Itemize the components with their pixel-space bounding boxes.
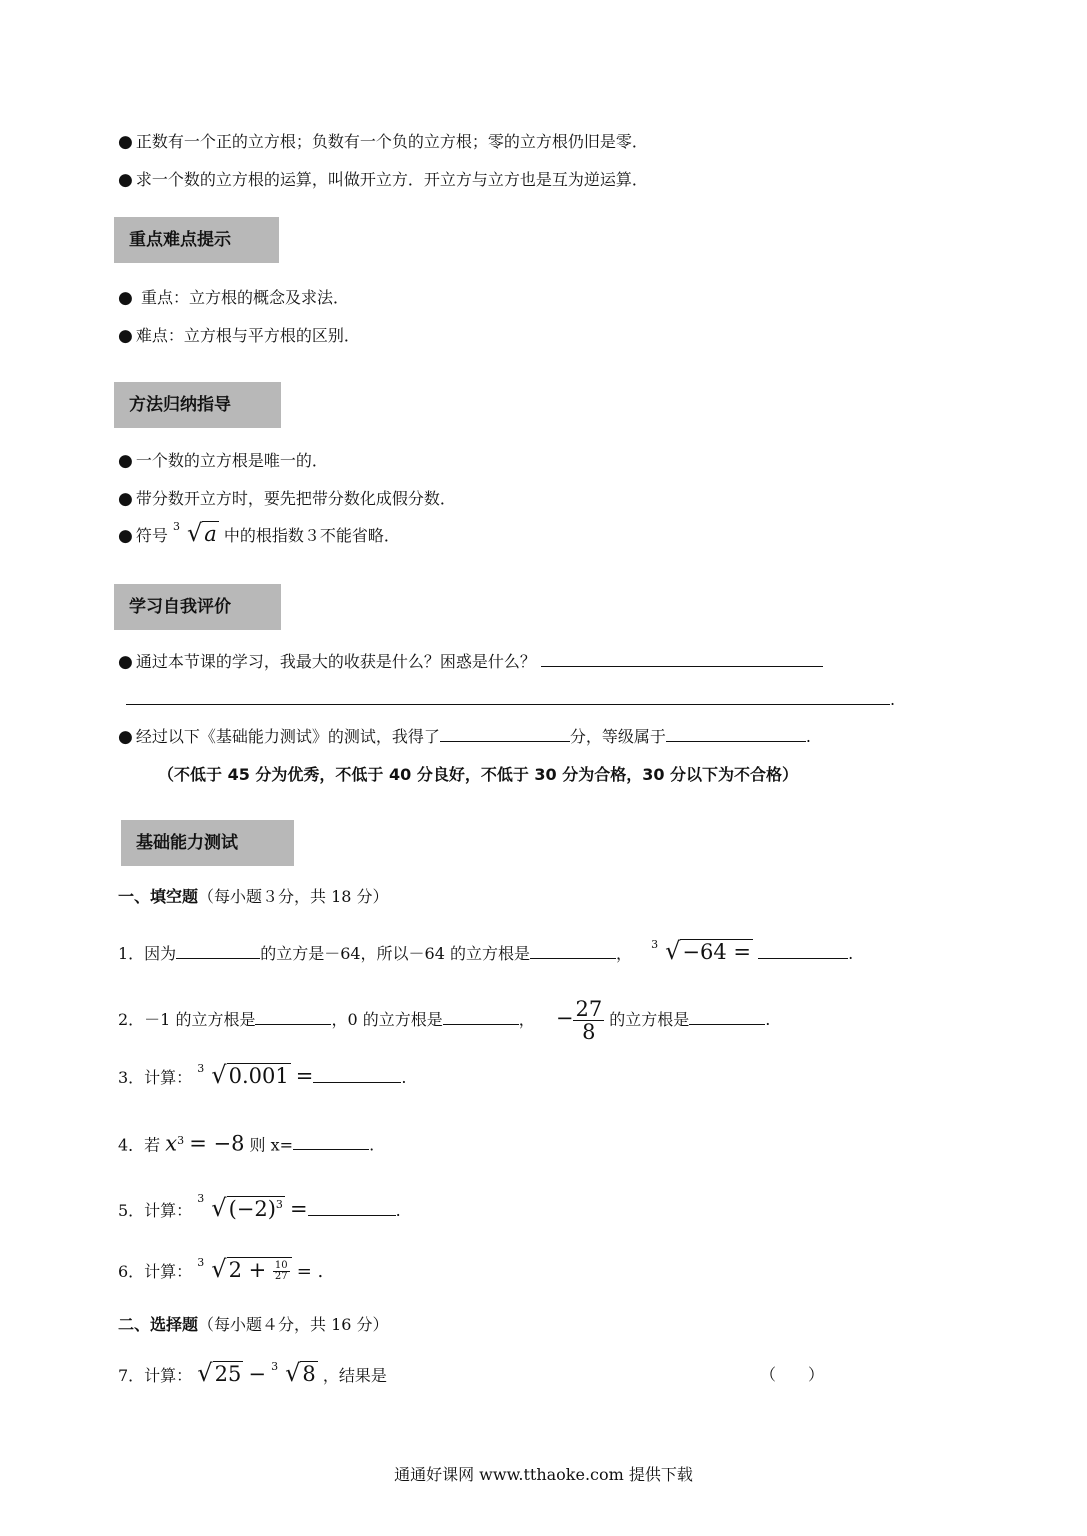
answer-blank[interactable] bbox=[293, 1133, 369, 1150]
page-footer: 通通好课网 www.tthaoke.com 提供下载 bbox=[394, 1465, 693, 1484]
bullet-icon: ● bbox=[118, 288, 133, 308]
line-end-period: . bbox=[890, 690, 896, 709]
bullet-icon: ● bbox=[118, 451, 133, 471]
part1-heading: 一、填空题（每小题３分，共 18 分） bbox=[118, 887, 389, 906]
method-item-2: ● 带分数开立方时，要先把带分数化成假分数． bbox=[118, 489, 456, 509]
score-blank[interactable] bbox=[440, 725, 570, 742]
method-item-3: ● 符号 3 √a 中的根指数３不能省略． bbox=[118, 519, 400, 547]
cube-root-8: 3 √8 bbox=[271, 1359, 316, 1387]
fraction-27-8: $\frac{27}{8}$ bbox=[575, 997, 603, 1044]
grade-blank[interactable] bbox=[666, 725, 806, 742]
question-5: 5．计算： 3 $√(-2)^3$ = . bbox=[118, 1192, 401, 1222]
cube-root-mixed-number: 3 √2 + $\frac{10}{27}$ bbox=[197, 1258, 291, 1282]
question-6: 6．计算： 3 √2 + $\frac{10}{27}$ = . bbox=[118, 1255, 324, 1283]
answer-blank[interactable] bbox=[541, 650, 823, 667]
keypoint-item-2: ● 难点：立方根与平方根的区别． bbox=[118, 326, 360, 346]
method-item-1: ● 一个数的立方根是唯一的． bbox=[118, 451, 328, 471]
section-heading-test: 基础能力测试 bbox=[121, 820, 294, 866]
question-2: 2．－1 的立方根是 ，0 的立方根是 ， − $\frac{27}{8}$ 的立方根是 . bbox=[118, 997, 771, 1044]
answer-blank[interactable] bbox=[308, 1199, 396, 1216]
keypoint-item-1: ● 重点：立方根的概念及求法． bbox=[118, 288, 349, 308]
question-4: 4．若 $x^3 = -8$ 则 x= . bbox=[118, 1131, 375, 1156]
bullet-icon: ● bbox=[118, 326, 133, 346]
bullet-icon: ● bbox=[118, 489, 133, 509]
answer-blank[interactable] bbox=[176, 942, 260, 959]
question-1: 1．因为 的立方是－64，所以－64 的立方根是 ， 3 √−64 = . bbox=[118, 937, 854, 965]
cube-root-0001: 3 √0.001 bbox=[197, 1061, 289, 1089]
radical-icon: √ bbox=[197, 1359, 213, 1387]
part2-heading: 二、选择题（每小题４分，共 16 分） bbox=[118, 1315, 389, 1334]
section-heading-method: 方法归纳指导 bbox=[114, 382, 281, 428]
self-eval-q1: ● 通过本节课的学习，我最大的收获是什么？困惑是什么？ bbox=[118, 650, 823, 673]
cube-root-neg64: 3 √−64 = bbox=[651, 937, 751, 965]
sqrt-25: √25 bbox=[197, 1359, 242, 1387]
section-heading-self-eval: 学习自我评价 bbox=[114, 584, 281, 630]
answer-parentheses[interactable]: （ ） bbox=[760, 1365, 825, 1384]
answer-blank[interactable] bbox=[313, 1066, 401, 1083]
section-heading-keypoints: 重点难点提示 bbox=[114, 217, 279, 263]
radical-icon: √ bbox=[211, 1255, 227, 1283]
intro-line-1: ● 正数有一个正的立方根；负数有一个负的立方根；零的立方根仍旧是零． bbox=[118, 132, 648, 152]
answer-blank[interactable] bbox=[443, 1008, 519, 1025]
answer-blank[interactable] bbox=[255, 1008, 331, 1025]
radical-icon: √ bbox=[186, 519, 203, 547]
intro-line-2: ● 求一个数的立方根的运算，叫做开立方．开立方与立方也是互为逆运算． bbox=[118, 170, 648, 190]
cube-root-a: 3 √a bbox=[172, 519, 217, 547]
radical-icon: √ bbox=[285, 1359, 301, 1387]
answer-blank[interactable] bbox=[689, 1008, 765, 1025]
bullet-icon: ● bbox=[118, 652, 133, 672]
grading-note: （不低于 45 分为优秀，不低于 40 分良好，不低于 30 分为合格，30 分以下为不合格） bbox=[158, 765, 799, 784]
radical-icon: √ bbox=[211, 1194, 227, 1222]
bullet-icon: ● bbox=[118, 727, 133, 747]
answer-blank[interactable] bbox=[758, 942, 848, 959]
bullet-icon: ● bbox=[118, 526, 133, 546]
bullet-icon: ● bbox=[118, 170, 133, 190]
question-3: 3．计算： 3 √0.001 = . bbox=[118, 1061, 407, 1089]
self-eval-q2: ● 经过以下《基础能力测试》的测试，我得了 分，等级属于 . bbox=[118, 727, 811, 747]
radical-icon: √ bbox=[211, 1061, 227, 1089]
radical-icon: √ bbox=[665, 937, 681, 965]
bullet-icon: ● bbox=[118, 132, 133, 152]
cube-root-neg2-cubed: 3 $√(-2)^3$ bbox=[197, 1192, 283, 1222]
answer-blank[interactable] bbox=[530, 942, 616, 959]
question-7: 7．计算： √25 − 3 √8 ，结果是 bbox=[118, 1359, 387, 1387]
answer-line[interactable] bbox=[126, 704, 890, 705]
